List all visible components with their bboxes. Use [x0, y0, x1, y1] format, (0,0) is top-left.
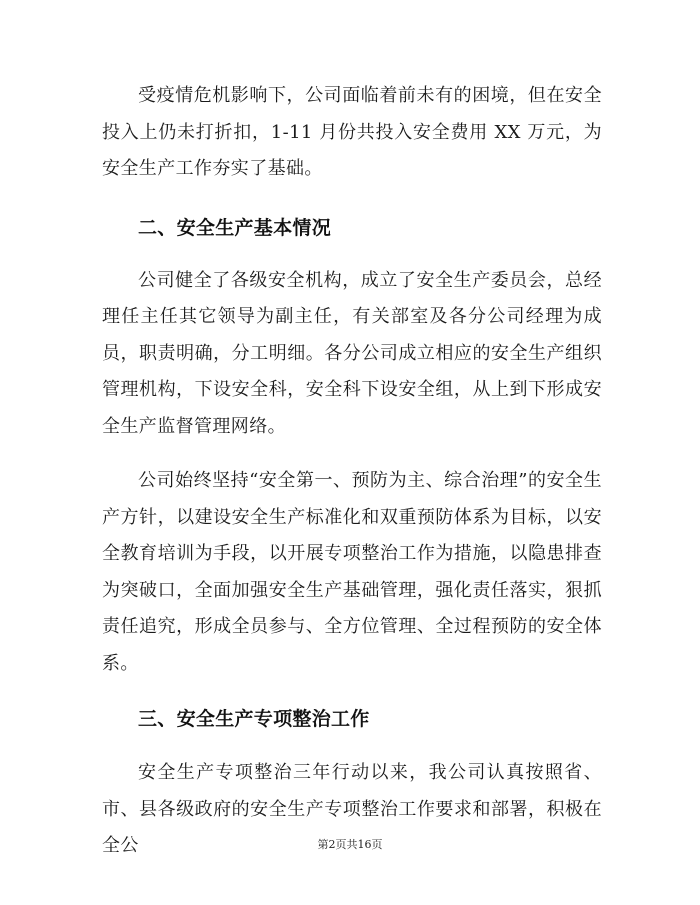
section-heading-special-rectification: 三、安全生产专项整治工作: [138, 708, 370, 730]
page-number-footer: 第2页共16页: [317, 838, 383, 851]
paragraph-org-structure: 公司健全了各级安全机构，成立了安全生产委员会，总经理任主任其它领导为副主任，有关部室及各分公司经理为成员，职责明确，分工明细。各分公司成立相应的安全生产组织管理机构，下设安全科，安全科下设安全组，从上到下形成安全生产监督管理网络。: [102, 269, 602, 437]
paragraph-safety-policy: 公司始终坚持“安全第一、预防为主、综合治理”的安全生产方针，以建设安全生产标准化和双重预防体系为目标，以安全教育培训为手段，以开展专项整治工作为措施，以隐患排查为突破口，全面加强安全生产基础管理，强化责任落实，狠抓责任追究，形成全员参与、全方位管理、全过程预防的安全体系。: [102, 470, 602, 674]
paragraph-safety-investment: 受疫情危机影响下，公司面临着前未有的困境，但在安全投入上仍未打折扣，1-11 月份共投入安全费用 XX 万元，为安全生产工作夯实了基础。: [102, 85, 602, 179]
section-heading-basic-situation: 二、安全生产基本情况: [138, 216, 332, 239]
paragraph-special-rectification: 安全生产专项整治三年行动以来，我公司认真按照省、市、县各级政府的安全生产专项整治工作要求和部署，积极在全公: [102, 762, 602, 856]
document-body: [102, 78, 602, 865]
